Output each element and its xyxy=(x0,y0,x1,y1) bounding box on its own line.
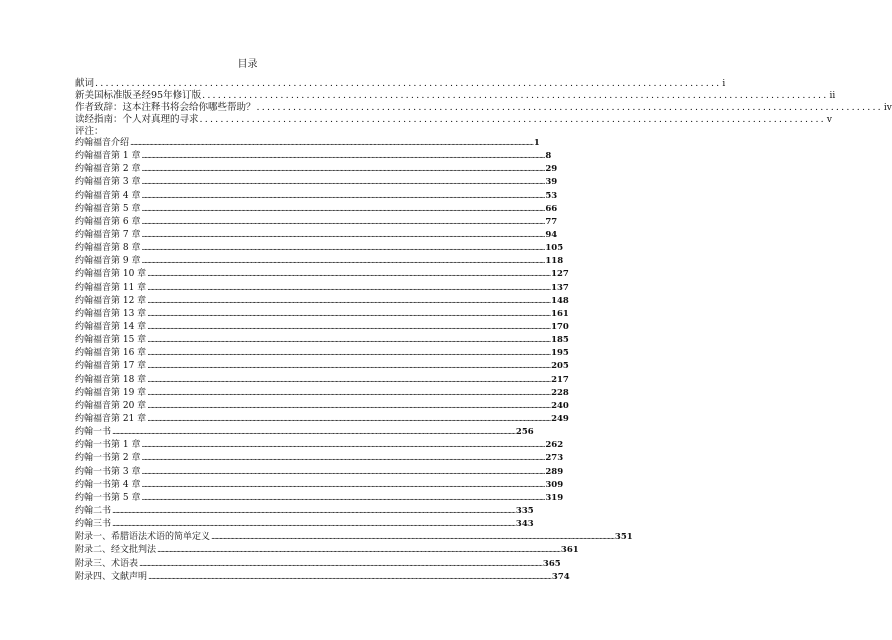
toc-page-number: 240 xyxy=(551,400,569,411)
toc-page-number: 273 xyxy=(545,453,564,464)
dot-leader: ............................................................................................................................................................................................................................................................................................................ xyxy=(130,138,533,147)
toc-entry[interactable] xyxy=(75,569,570,582)
toc-entry-label: 约翰福音第 12 章 xyxy=(75,295,147,306)
toc-entry[interactable] xyxy=(75,332,569,346)
toc-entry-label: 约翰福音第 13 章 xyxy=(75,308,147,319)
toc-page-number: v xyxy=(826,115,832,125)
toc-entry-label: 约翰福音第 15 章 xyxy=(75,335,147,346)
toc-entry-label: 约翰福音第 10 章 xyxy=(75,269,147,280)
front-matter-list xyxy=(75,75,892,125)
toc-entry[interactable] xyxy=(75,293,569,306)
toc-entry-label: 约翰福音第 9 章 xyxy=(75,256,141,267)
toc-entry-label: 约翰一书 xyxy=(75,427,112,438)
dot-leader: ............................................................................................................................................................................................................................................................................................................ xyxy=(147,361,551,371)
toc-entry[interactable] xyxy=(75,75,726,89)
dot-leader: ............................................................................................................................................................................................................................................................................................................ xyxy=(141,164,545,174)
dot-leader: ............................................................................................................................................................................................................................................................................................................ xyxy=(147,269,551,279)
toc-entry[interactable] xyxy=(75,201,558,214)
toc-entry-label: 附录二、经文批判法 xyxy=(75,545,157,556)
toc-page-number: 127 xyxy=(551,269,569,280)
toc-entry-label: 约翰福音第 3 章 xyxy=(75,177,141,188)
toc-page-number: 374 xyxy=(551,571,570,582)
toc-page-number: 335 xyxy=(515,505,534,516)
toc-page-number: 1 xyxy=(533,138,540,148)
toc-entry[interactable] xyxy=(75,437,564,451)
toc-entry[interactable] xyxy=(75,556,561,569)
dot-leader: ............................................................................................................................................................................................................................................................................................................ xyxy=(147,295,551,305)
dot-leader: ............................................................................................................................................................................................................................................................................................................ xyxy=(157,545,560,555)
toc-entry[interactable] xyxy=(75,464,564,477)
toc-entry-label: 新美国标准版圣经95年修订版 xyxy=(75,90,202,101)
toc-entry[interactable] xyxy=(75,345,569,359)
toc-page-number: 262 xyxy=(545,440,564,451)
dot-leader: ............................................................................................................................................................................................................................................................................................................ xyxy=(141,216,545,226)
toc-entry-label: 约翰一书第 2 章 xyxy=(75,453,141,464)
toc-page-number: 195 xyxy=(551,348,569,359)
toc-entry-label: 读经指南：个人对真理的寻求 xyxy=(75,114,199,125)
toc-entry[interactable] xyxy=(75,516,534,530)
section-heading: 评注： xyxy=(75,126,104,137)
toc-entry-label: 约翰一书第 5 章 xyxy=(75,492,141,503)
toc-entry-label: 约翰福音第 19 章 xyxy=(75,387,147,398)
toc-page-number: 249 xyxy=(551,413,569,424)
toc-entry-label: 约翰福音第 20 章 xyxy=(75,400,147,411)
toc-entry[interactable] xyxy=(75,385,569,398)
toc-entry[interactable] xyxy=(75,280,569,293)
toc-page-number: 361 xyxy=(560,545,579,556)
toc-entry-label: 约翰福音第 7 章 xyxy=(75,229,141,240)
toc-page-number: i xyxy=(722,79,726,89)
toc-entry-label: 约翰一书第 4 章 xyxy=(75,479,141,490)
toc-entry-label: 约翰福音第 11 章 xyxy=(75,282,147,293)
toc-entry[interactable] xyxy=(75,358,569,372)
toc-page-number: 319 xyxy=(545,492,564,503)
table-of-contents xyxy=(75,75,892,582)
toc-page-number: 228 xyxy=(551,387,569,398)
toc-page-number: 170 xyxy=(551,321,569,332)
toc-entry-label: 约翰三书 xyxy=(75,519,112,530)
dot-leader: ............................................................................................................................................................................................................................................................................................................ xyxy=(112,505,515,515)
toc-page-number: ii xyxy=(829,91,836,101)
dot-leader: ........................................................................................................................ xyxy=(256,102,883,113)
toc-entry[interactable] xyxy=(75,266,569,280)
toc-entry[interactable] xyxy=(75,227,558,240)
toc-entry[interactable] xyxy=(75,161,558,175)
toc-page-number: 137 xyxy=(551,282,569,293)
dot-leader: ............................................................................................................................................................................................................................................................................................................ xyxy=(141,190,545,200)
dot-leader: ............................................................................................................................................................................................................................................................................................................ xyxy=(141,479,545,489)
toc-page-number: 118 xyxy=(545,256,564,267)
toc-entry-label: 约翰福音第 1 章 xyxy=(75,151,141,162)
dot-leader: ............................................................................................................................................................................................................................................................................................................ xyxy=(141,256,545,266)
toc-entry[interactable] xyxy=(75,503,534,516)
toc-entry-label: 约翰福音第 8 章 xyxy=(75,243,141,254)
toc-entry-label: 附录四、文献声明 xyxy=(75,571,148,582)
toc-entry-label: 约翰福音第 21 章 xyxy=(75,413,147,424)
dot-leader: ............................................................................................................................................................................................................................................................................................................ xyxy=(141,440,545,450)
toc-page-number: 343 xyxy=(515,519,534,530)
toc-entry-label: 约翰一书第 3 章 xyxy=(75,466,141,477)
toc-entry[interactable] xyxy=(75,542,579,556)
toc-page-number: iv xyxy=(883,103,892,113)
toc-entry-label: 约翰一书第 1 章 xyxy=(75,440,141,451)
toc-page-number: 148 xyxy=(551,295,569,306)
toc-entry[interactable] xyxy=(75,372,569,385)
dot-leader: ............................................................................................................................................................................................................................................................................................................ xyxy=(141,151,545,161)
toc-entry-label: 作者致辞：这本注释书将会给你哪些帮助？ xyxy=(75,102,256,113)
toc-page-number: 365 xyxy=(542,558,561,569)
toc-entry[interactable] xyxy=(75,188,558,201)
toc-page-number: 289 xyxy=(545,466,564,477)
toc-entry[interactable] xyxy=(75,450,564,464)
toc-entry[interactable] xyxy=(75,398,569,411)
dot-leader: ........................................................................................................................ xyxy=(199,114,826,125)
dot-leader: ............................................................................................................................................................................................................................................................................................................ xyxy=(139,558,542,568)
dot-leader: ............................................................................................................................................................................................................................................................................................................ xyxy=(141,466,545,476)
dot-leader: ............................................................................................................................................................................................................................................................................................................ xyxy=(141,453,545,463)
toc-entry-label: 附录一、希腊语法术语的简单定义 xyxy=(75,532,211,543)
toc-entry[interactable] xyxy=(75,490,564,503)
dot-leader: ............................................................................................................................................................................................................................................................................................................ xyxy=(112,519,515,529)
toc-page-number: 185 xyxy=(551,335,569,346)
toc-entry-label: 约翰福音第 14 章 xyxy=(75,321,147,332)
toc-entry[interactable] xyxy=(75,148,552,162)
toc-entry[interactable] xyxy=(75,319,569,332)
toc-page-number: 205 xyxy=(551,361,569,372)
dot-leader: ............................................................................................................................................................................................................................................................................................................ xyxy=(141,203,545,213)
dot-leader: ............................................................................................................................................................................................................................................................................................................ xyxy=(147,282,551,292)
toc-page-number: 53 xyxy=(545,190,558,201)
dot-leader: ............................................................................................................................................................................................................................................................................................................ xyxy=(147,308,551,318)
toc-entry[interactable] xyxy=(75,411,569,424)
dot-leader: ............................................................................................................................................................................................................................................................................................................ xyxy=(147,335,551,345)
dot-leader: ............................................................................................................................................................................................................................................................................................................ xyxy=(147,374,551,384)
toc-entry[interactable] xyxy=(75,214,558,227)
dot-leader: ............................................................................................................................................................................................................................................................................................................ xyxy=(147,348,551,358)
toc-page-number: 256 xyxy=(515,427,534,438)
toc-page-number: 105 xyxy=(545,243,564,254)
dot-leader: ............................................................................................................................................................................................................................................................................................................ xyxy=(148,571,551,581)
dot-leader: ............................................................................................................................................................................................................................................................................................................ xyxy=(211,532,614,542)
toc-entry-label: 附录三、术语表 xyxy=(75,558,139,569)
toc-entry-label: 约翰福音第 6 章 xyxy=(75,216,141,227)
toc-entry[interactable] xyxy=(75,306,569,319)
toc-page-number: 309 xyxy=(545,479,564,490)
toc-entry[interactable] xyxy=(75,253,564,267)
toc-entry-label: 约翰福音第 18 章 xyxy=(75,374,147,385)
dot-leader: ............................................................................................................................................................................................................................................................................................................ xyxy=(147,400,551,410)
dot-leader: ........................................................................................................................ xyxy=(95,78,722,89)
toc-entry-label: 献词 xyxy=(75,78,95,89)
toc-page-number: 29 xyxy=(545,164,558,175)
toc-entry[interactable] xyxy=(75,529,633,543)
toc-entry-label: 约翰福音第 5 章 xyxy=(75,203,141,214)
toc-entry-label: 约翰福音第 17 章 xyxy=(75,361,147,372)
toc-entry[interactable] xyxy=(75,477,564,490)
toc-entry[interactable] xyxy=(75,424,534,438)
dot-leader: ............................................................................................................................................................................................................................................................................................................ xyxy=(112,427,515,437)
toc-entry[interactable] xyxy=(75,240,564,254)
toc-entry-label: 约翰福音第 2 章 xyxy=(75,164,141,175)
dot-leader: ............................................................................................................................................................................................................................................................................................................ xyxy=(141,492,545,502)
toc-entry[interactable] xyxy=(75,135,540,148)
toc-page-number: 8 xyxy=(545,151,552,162)
toc-entry[interactable] xyxy=(75,174,558,188)
toc-entry-label: 约翰福音第 4 章 xyxy=(75,190,141,201)
dot-leader: ............................................................................................................................................................................................................................................................................................................ xyxy=(141,243,545,253)
dot-leader: ............................................................................................................................................................................................................................................................................................................ xyxy=(141,229,545,239)
dot-leader: ............................................................................................................................................................................................................................................................................................................ xyxy=(147,413,551,423)
toc-page-number: 66 xyxy=(545,203,558,214)
toc-entry-label: 约翰二书 xyxy=(75,505,112,516)
toc-page-number: 161 xyxy=(551,308,569,319)
dot-leader: ............................................................................................................................................................................................................................................................................................................ xyxy=(141,177,545,187)
toc-page-number: 39 xyxy=(545,177,558,188)
commentary-list xyxy=(75,135,633,582)
toc-page-number: 217 xyxy=(551,374,569,385)
dot-leader: ............................................................................................................................................................................................................................................................................................................ xyxy=(147,321,551,331)
toc-page-number: 351 xyxy=(614,532,633,543)
dot-leader: ........................................................................................................................ xyxy=(202,90,829,101)
toc-page-number: 94 xyxy=(545,229,558,240)
toc-page-number: 77 xyxy=(545,216,558,227)
toc-entry-label: 约翰福音第 16 章 xyxy=(75,348,147,359)
page-title: 目录 xyxy=(237,59,258,70)
toc-entry-label: 约翰福音介绍 xyxy=(75,138,130,148)
dot-leader: ............................................................................................................................................................................................................................................................................................................ xyxy=(147,387,551,397)
